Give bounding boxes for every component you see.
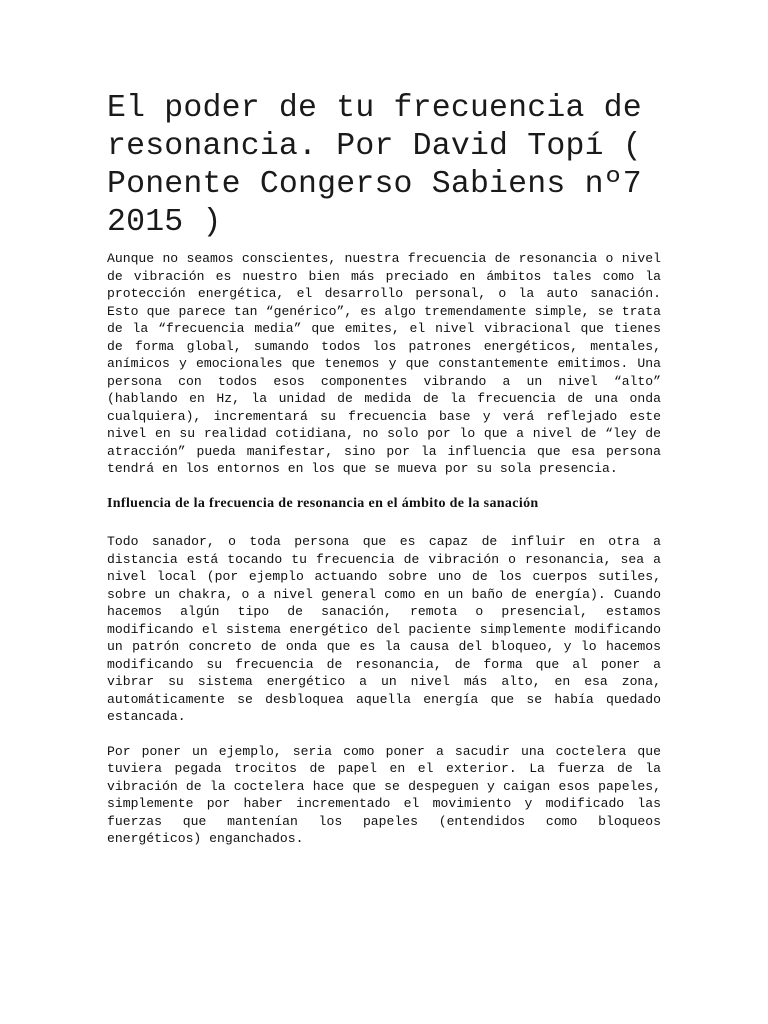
example-paragraph: Por poner un ejemplo, seria como poner a sacudir una coctelera que tuviera pegada trocitos de papel en el exterior. La fuerza de la vibración de la coctelera hace que se despeguen y caigan esos papeles, simplemente por haber incrementado el movimiento y modificado las fuerzas que mantenían los papeles (entendidos como bloqueos energéticos) enganchados. — [107, 743, 661, 846]
section-heading: Influencia de la frecuencia de resonancia en el ámbito de la sanación — [107, 495, 539, 511]
document-title: El poder de tu frecuencia de resonancia. Por David Topí ( Ponente Congerso Sabiens nº7 2015 ) — [107, 91, 642, 240]
intro-paragraph: Aunque no seamos conscientes, nuestra frecuencia de resonancia o nivel de vibración es nuestro bien más preciado en ámbitos tales como la protección energética, el desarrollo personal, o la auto sanación. Esto que parece tan “genérico”, es algo tremendamente simple, se trata de la “frecuencia media” que emites, el nivel vibracional que tienes de forma global, sumando todos los patrones energéticos, mentales, anímicos y emocionales que tenemos y que constantemente emitimos. Una persona con todos esos componentes vibrando a un nivel “alto” (hablando en Hz, la unidad de medida de la frecuencia de una onda cualquiera), incrementará su frecuencia base y verá reflejado este nivel en su realidad cotidiana, no solo por lo que a nivel de “ley de atracción” pueda manifestar, sino por la influencia que esa persona tendrá en los entornos en los que se mueva por su sola presencia. — [107, 251, 661, 476]
healing-paragraph: Todo sanador, o toda persona que es capaz de influir en otra a distancia está tocando tu frecuencia de vibración o resonancia, sea a nivel local (por ejemplo actuando sobre uno de los cuerpos sutiles, sobre un chakra, o a nivel general como en un baño de energía). Cuando hacemos algún tipo de sanación, remota o presencial, estamos modificando el sistema energético del paciente simplemente modificando un patrón concreto de onda que es la causa del bloqueo, y lo hacemos modificando su frecuencia de resonancia, de forma que al poner a vibrar su sistema energético a un nivel más alto, en esa zona, automáticamente se desbloquea aquella energía que se había quedado estancada. — [107, 534, 661, 724]
